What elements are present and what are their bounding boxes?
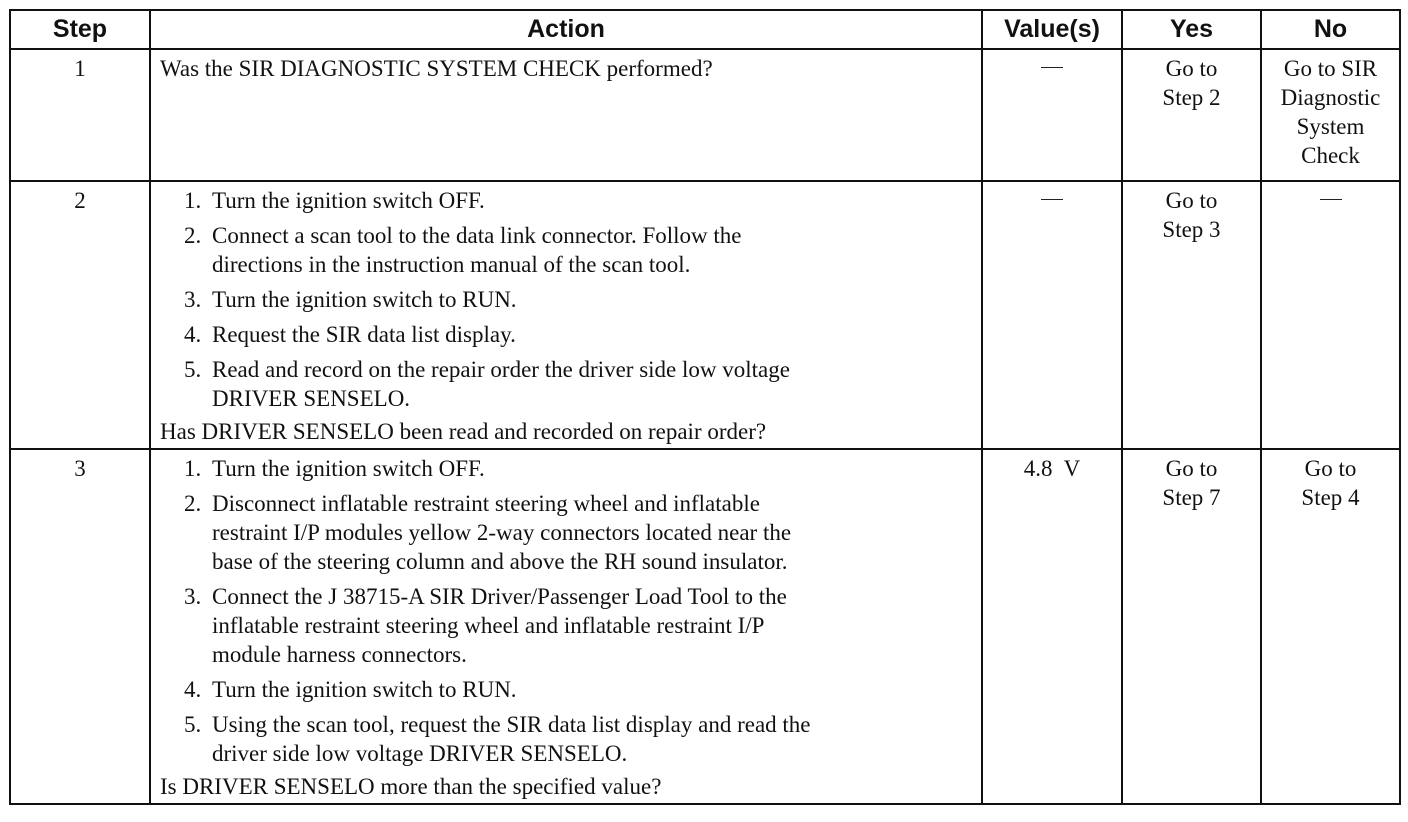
no-line: Diagnostic <box>1280 85 1381 110</box>
value-cell <box>982 49 1122 181</box>
step-number: 1 <box>10 49 150 181</box>
yes-line: Step 3 <box>1162 217 1221 242</box>
action-step <box>160 186 971 215</box>
action-step <box>160 221 971 279</box>
step-text: Turn the ignition switch to RUN. <box>212 287 517 312</box>
step-index: 1. <box>184 188 202 213</box>
action-cell <box>150 181 982 449</box>
step-text-line: Read and record on the repair order the driver side low voltage <box>212 357 790 382</box>
step-text-line: driver side low voltage DRIVER SENSELO. <box>212 741 628 766</box>
action-steps <box>160 186 971 413</box>
no-cell <box>1261 49 1400 181</box>
step-text: Turn the ignition switch OFF. <box>212 188 485 213</box>
yes-line: Step 7 <box>1162 485 1221 510</box>
table-row <box>10 49 1400 181</box>
step-text-line: Connect a scan tool to the data link connector. Follow the <box>212 223 742 248</box>
step-text-line: inflatable restraint steering wheel and inflatable restraint I/P <box>212 613 765 638</box>
action-step <box>160 285 971 314</box>
no-cell <box>1261 449 1400 804</box>
step-number: 3 <box>10 449 150 804</box>
header-action: Action <box>150 10 982 49</box>
step-index: 3. <box>184 287 202 312</box>
header-yes: Yes <box>1122 10 1261 49</box>
yes-line: Step 2 <box>1162 85 1221 110</box>
step-index: 4. <box>184 677 202 702</box>
step-index: 2. <box>184 223 202 248</box>
step-index: 1. <box>184 456 202 481</box>
diagnostic-table-page <box>9 9 1399 805</box>
action-step <box>160 489 971 576</box>
no-line: Go to SIR <box>1283 56 1378 81</box>
question-text: Was the SIR DIAGNOSTIC SYSTEM CHECK performed? <box>160 56 713 81</box>
question-text: Has DRIVER SENSELO been read and recorded on repair order? <box>160 419 767 444</box>
header-row <box>10 10 1400 49</box>
action-step <box>160 355 971 413</box>
not-applicable-dash <box>1041 199 1063 200</box>
value-cell <box>982 449 1122 804</box>
action-cell <box>150 449 982 804</box>
value-cell <box>982 181 1122 449</box>
table-row <box>10 181 1400 449</box>
action-cell <box>150 49 982 181</box>
step-text-line: Connect the J 38715-A SIR Driver/Passenger Load Tool to the <box>212 584 787 609</box>
yes-cell <box>1122 181 1261 449</box>
no-cell <box>1261 181 1400 449</box>
step-text-line: directions in the instruction manual of the scan tool. <box>212 252 691 277</box>
step-text: Request the SIR data list display. <box>212 322 516 347</box>
action-step <box>160 454 971 483</box>
header-no: No <box>1261 10 1400 49</box>
step-text-line: Using the scan tool, request the SIR data list display and read the <box>212 712 811 737</box>
step-number: 2 <box>10 181 150 449</box>
step-text-line: module harness connectors. <box>212 642 467 667</box>
question-text: Is DRIVER SENSELO more than the specified value? <box>160 774 662 799</box>
yes-cell <box>1122 449 1261 804</box>
not-applicable-dash <box>1041 67 1063 68</box>
yes-line: Go to <box>1165 188 1218 213</box>
action-step <box>160 320 971 349</box>
action-step <box>160 582 971 669</box>
step-text: Turn the ignition switch to RUN. <box>212 677 517 702</box>
step-index: 5. <box>184 357 202 382</box>
no-line: Go to <box>1304 456 1357 481</box>
diagnostic-table <box>9 9 1401 805</box>
step-text-line: restraint I/P modules yellow 2-way connectors located near the <box>212 520 792 545</box>
no-line: System <box>1296 114 1365 139</box>
step-index: 2. <box>184 491 202 516</box>
specified-value: 4.8 V <box>1023 456 1081 481</box>
action-step <box>160 710 971 768</box>
step-text: Turn the ignition switch OFF. <box>212 456 485 481</box>
header-values: Value(s) <box>982 10 1122 49</box>
yes-line: Go to <box>1165 56 1218 81</box>
step-index: 3. <box>184 584 202 609</box>
action-steps <box>160 454 971 768</box>
step-index: 4. <box>184 322 202 347</box>
yes-line: Go to <box>1165 456 1218 481</box>
not-applicable-dash <box>1320 199 1342 200</box>
header-step: Step <box>10 10 150 49</box>
step-text-line: Disconnect inflatable restraint steering wheel and inflatable <box>212 491 760 516</box>
table-row <box>10 449 1400 804</box>
step-text-line: base of the steering column and above the RH sound insulator. <box>212 549 788 574</box>
action-step <box>160 675 971 704</box>
no-line: Step 4 <box>1301 485 1360 510</box>
step-index: 5. <box>184 712 202 737</box>
yes-cell <box>1122 49 1261 181</box>
no-line: Check <box>1301 143 1360 168</box>
step-text-line: DRIVER SENSELO. <box>212 386 411 411</box>
